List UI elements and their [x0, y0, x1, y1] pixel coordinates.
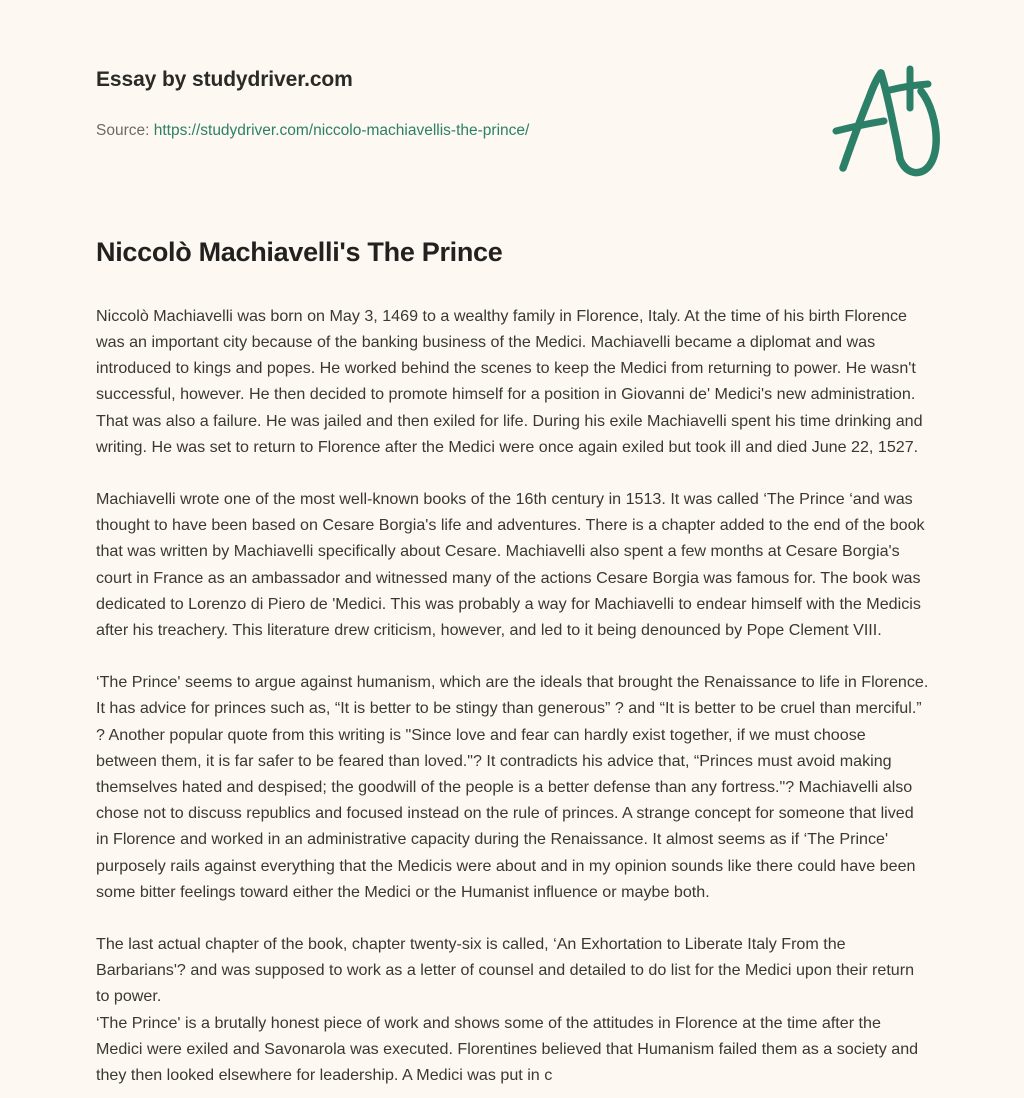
page-header: [0, 0, 1024, 200]
paragraph-1: Niccolò Machiavelli was born on May 3, 1469 to a wealthy family in Florence, Italy. At the time of his birth Florence was an important city because of the banking business of the Medici. Machiavelli became a diplomat and was introduced to kings and popes. He worked behind the scenes to keep the Medici from returning to power. He wasn't successful, however. He then decided to promote himself for a position in Giovanni de' Medici's new administration. That was also a failure. He was jailed and then exiled for life. During his exile Machiavelli spent his time drinking and writing. He was set to return to Florence after the Medici were once again exiled but took ill and died June 22, 1527.: [96, 306, 923, 456]
page-title: Niccolò Machiavelli's The Prince: [96, 237, 503, 267]
article-body: [96, 303, 930, 1088]
source-url-link[interactable]: https://studydriver.com/niccolo-machiavellis-the-prince/: [153, 122, 530, 139]
byline: Essay by studydriver.com: [96, 68, 353, 91]
article: [96, 236, 930, 1088]
studydriver-a-plus-logo-icon: [828, 58, 946, 184]
paragraph-4: The last actual chapter of the book, chapter twenty-six is called, ‘An Exhortation to Liberate Italy From the Barbarians'? and was supposed to work as a letter of counsel and detailed to do list for the Medici upon their return to power. ‘The Prince' is a brutally honest piece of work and shows some of the attitudes in Florence at the time after the Medici were exiled and Savonarola was executed. Florentines believed that Humanism failed them as a society and they then looked elsewhere for leadership. A Medici was put in c: [96, 935, 919, 1085]
paragraph-2: Machiavelli wrote one of the most well-known books of the 16th century in 1513. It was called ‘The Prince ‘and was thought to have been based on Cesare Borgia's life and adventures. There is a chapter added to the end of the book that was written by Machiavelli specifically about Cesare. Machiavelli also spent a few months at Cesare Borgia's court in France as an ambassador and witnessed many of the actions Cesare Borgia was famous for. The book was dedicated to Lorenzo di Piero de 'Medici. This was probably a way for Machiavelli to endear himself with the Medicis after his treachery. This literature drew criticism, however, and led to it being denounced by Pope Clement VIII.: [96, 489, 925, 639]
source-label: Source:: [96, 122, 150, 139]
source-line: [96, 122, 529, 140]
paragraph-3: ‘The Prince' seems to argue against humanism, which are the ideals that brought the Renaissance to life in Florence. It has advice for princes such as, “It is better to be stingy than generous” ? and “It is better to be cruel than merciful.” ? Another popular quote from this writing is "Since love and fear can hardly exist together, if we must choose between them, it is far safer to be feared than loved."? It contradicts his advice that, “Princes must avoid making themselves hated and despised; the goodwill of the people is a better defense than any fortress."? Machiavelli also chose not to discuss republics and focused instead on the rule of princes. A strange concept for someone that lived in Florence and worked in an administrative capacity during the Renaissance. It almost seems as if ‘The Prince' purposely rails against everything that the Medicis were about and in my opinion sounds like there could have been some bitter feelings toward either the Medici or the Humanist influence or maybe both.: [96, 673, 929, 901]
